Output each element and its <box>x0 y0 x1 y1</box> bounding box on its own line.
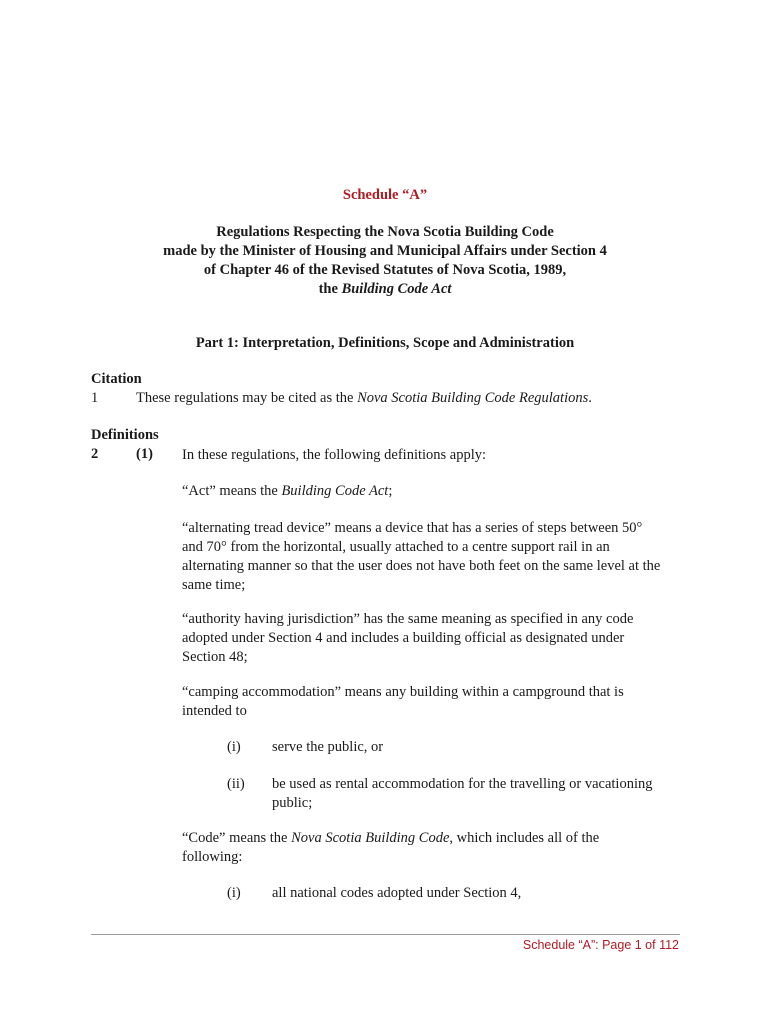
subsection-number: (1) <box>136 446 153 462</box>
citation-heading: Citation <box>91 371 142 387</box>
regulation-title-line-3: of Chapter 46 of the Revised Statutes of Nova Scotia, 1989, <box>203 262 567 278</box>
definitions-intro: In these regulations, the following definitions apply: <box>182 447 487 463</box>
regulation-title-line-1: Regulations Respecting the Nova Scotia Building Code <box>216 224 554 240</box>
list-item-label: (ii) <box>227 776 245 792</box>
section-number-1: 1 <box>91 390 99 406</box>
citation-text: These regulations may be cited as the Nova Scotia Building Code Regulations. <box>136 390 592 406</box>
definition-act: “Act” means the Building Code Act; <box>182 483 393 499</box>
definition-code: “Code” means the Nova Scotia Building Code, which includes all of the following: <box>182 830 600 865</box>
schedule-title: Schedule “A” <box>342 187 428 203</box>
section-number-2: 2 <box>91 446 99 462</box>
definitions-heading: Definitions <box>91 427 159 443</box>
list-item-text: be used as rental accommodation for the travelling or vacationing public; <box>272 776 653 811</box>
definition-alternating-tread-device: “alternating tread device” means a device that has a series of steps between 50° and 70° from the horizontal, usually attached to a centre support rail in an alternating manner so that the user does not have both feet on the same level at the same time; <box>182 520 661 593</box>
list-item-label: (i) <box>227 885 241 901</box>
page-footer: Schedule “A”: Page 1 of 112 <box>522 938 679 952</box>
regulation-title <box>0 223 770 299</box>
list-item-label: (i) <box>227 739 241 755</box>
definition-authority-having-jurisdiction: “authority having jurisdiction” has the same meaning as specified in any code adopted under Section 4 and includes a building official as designated under Section 48; <box>182 611 634 665</box>
list-item-text: serve the public, or <box>272 739 384 755</box>
definition-camping-accommodation: “camping accommodation” means any building within a campground that is intended to <box>182 684 624 719</box>
regulation-title-line-4: the Building Code Act <box>318 281 452 297</box>
list-item-text: all national codes adopted under Section 4, <box>272 885 522 901</box>
regulation-title-line-2: made by the Minister of Housing and Municipal Affairs under Section 4 <box>163 243 607 259</box>
part-heading: Part 1: Interpretation, Definitions, Scope and Administration <box>195 335 575 351</box>
footer-divider <box>91 934 680 935</box>
act-name: Building Code Act <box>341 281 452 297</box>
